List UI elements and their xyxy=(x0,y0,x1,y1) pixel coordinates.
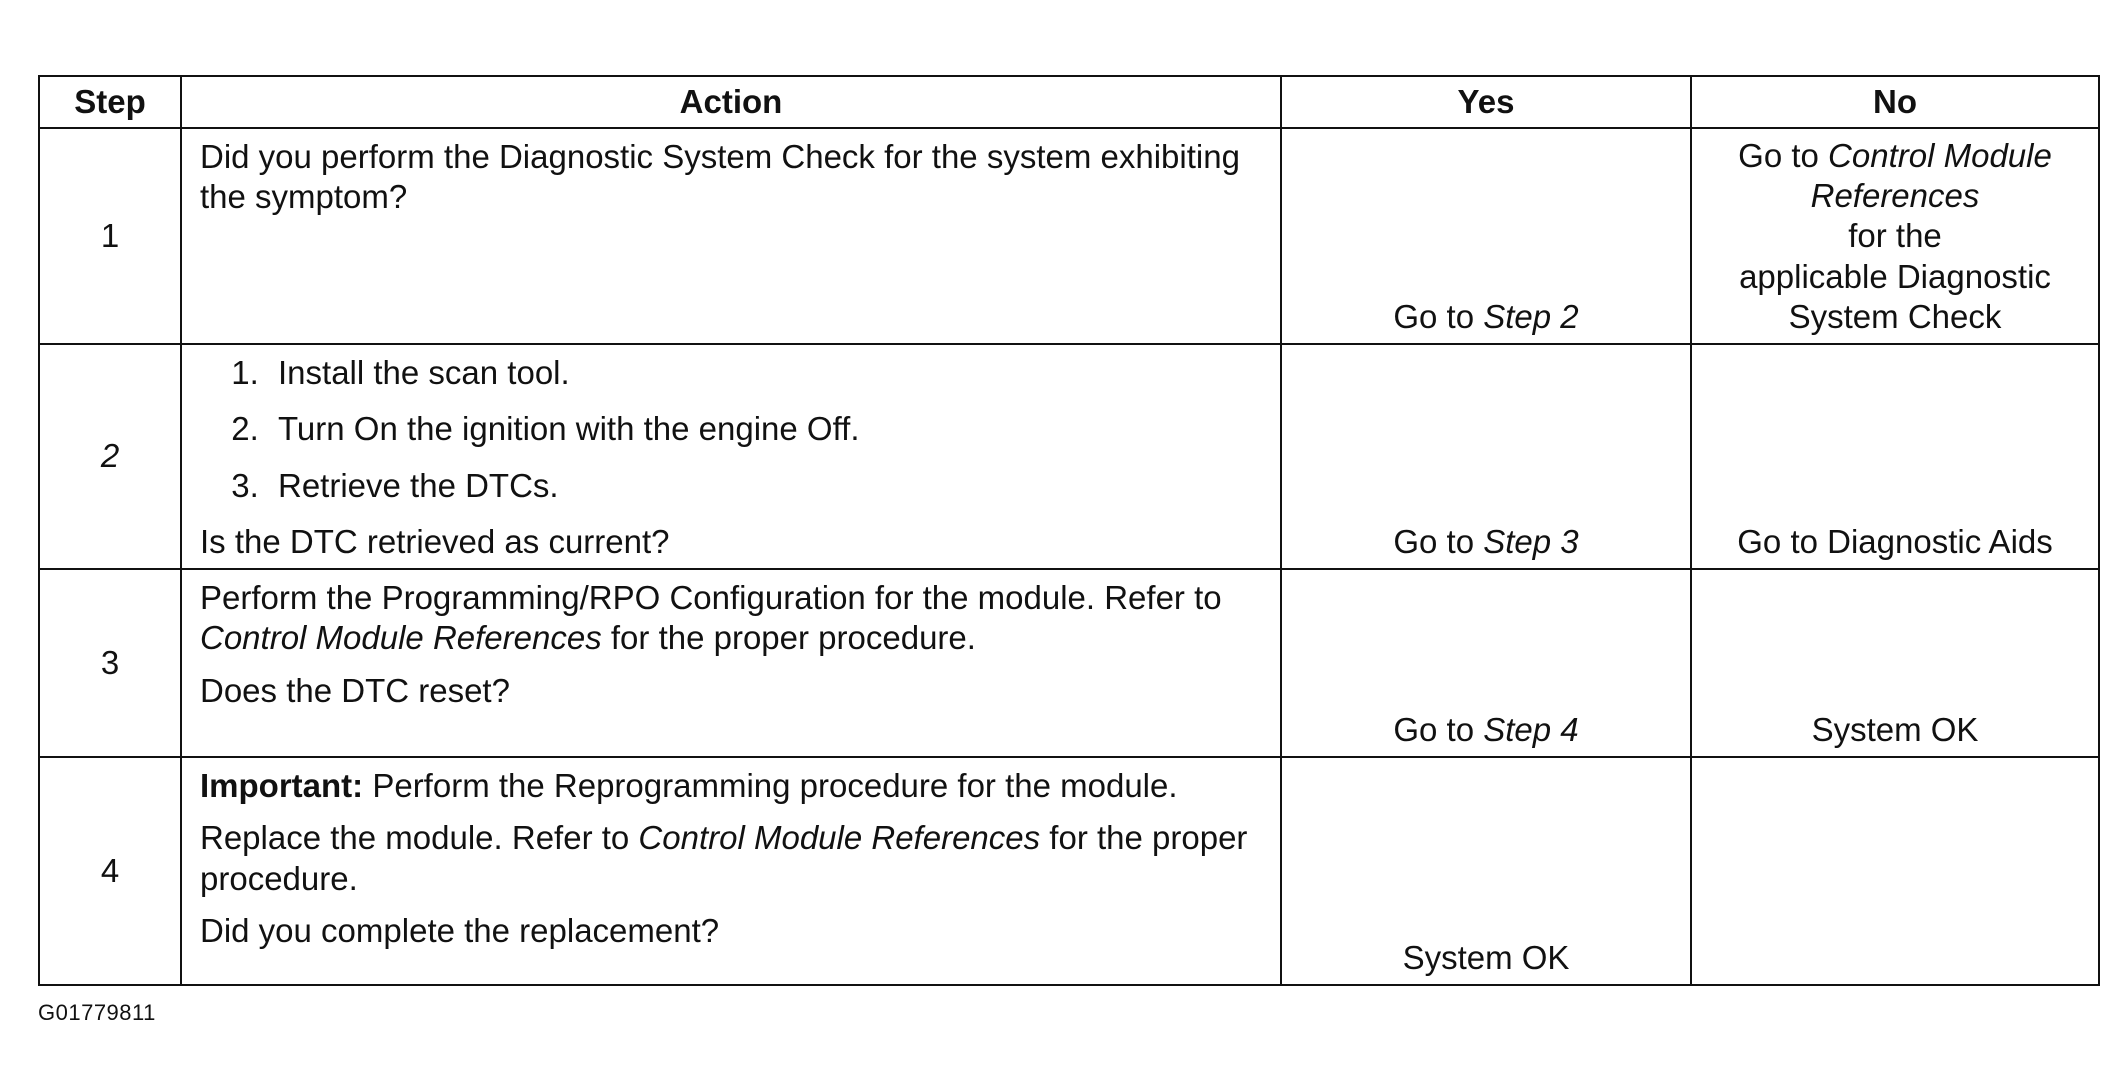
table-row xyxy=(39,344,2099,569)
no-cell xyxy=(1691,344,2099,569)
header-yes: Yes xyxy=(1281,76,1691,128)
action-step-list xyxy=(200,353,1264,506)
list-item: 3. Retrieve the DTCs. xyxy=(268,466,1264,506)
action-cell xyxy=(181,757,1281,985)
yes-cell xyxy=(1281,569,1691,757)
header-no: No xyxy=(1691,76,2099,128)
list-item: 2. Turn On the ignition with the engine Off. xyxy=(268,409,1264,449)
table-row xyxy=(39,569,2099,757)
no-suffix-1: for the xyxy=(1848,217,1942,255)
header-step: Step xyxy=(39,76,181,128)
yes-prefix: Go to xyxy=(1393,710,1484,748)
action-text: for the proper procedure. xyxy=(601,619,976,657)
no-text: Go to Diagnostic Aids xyxy=(1737,522,2053,560)
action-text: Did you perform the Diagnostic System Check for the system exhibiting the symptom? xyxy=(200,138,1240,216)
yes-cell xyxy=(1281,344,1691,569)
no-cell xyxy=(1691,757,2099,985)
action-text: Perform the Programming/RPO Configuration for the module. Refer to xyxy=(200,579,1222,616)
no-reference-link[interactable]: Control Module References xyxy=(1810,136,2052,214)
action-text: Replace the module. Refer to xyxy=(200,819,639,857)
action-question: Does the DTC reset? xyxy=(200,671,510,709)
table-row xyxy=(39,757,2099,985)
yes-prefix: Go to xyxy=(1393,297,1484,335)
step-number: 2 xyxy=(39,344,181,569)
action-reference-link[interactable]: Control Module References xyxy=(638,819,1041,857)
action-cell xyxy=(181,344,1281,569)
yes-step-link[interactable]: Step 4 xyxy=(1483,710,1579,748)
yes-text: System OK xyxy=(1402,938,1570,976)
yes-step-link[interactable]: Step 3 xyxy=(1483,522,1579,560)
no-text: System OK xyxy=(1811,710,1979,748)
figure-id: G01779811 xyxy=(38,1000,156,1025)
action-cell xyxy=(181,569,1281,757)
table-header-row xyxy=(39,76,2099,128)
step-number: 3 xyxy=(39,569,181,757)
step-number: 4 xyxy=(39,757,181,985)
yes-cell xyxy=(1281,128,1691,344)
yes-prefix: Go to xyxy=(1393,522,1484,560)
no-cell xyxy=(1691,569,2099,757)
important-text: Perform the Reprogramming procedure for the module. xyxy=(363,767,1178,804)
action-question: Did you complete the replacement? xyxy=(200,911,720,949)
header-action: Action xyxy=(181,76,1281,128)
important-note xyxy=(200,766,1264,806)
action-reference-link[interactable]: Control Module References xyxy=(200,619,602,657)
action-cell xyxy=(181,128,1281,344)
action-text: for the proper procedure. xyxy=(200,819,1248,897)
table-row xyxy=(39,128,2099,344)
important-label: Important: xyxy=(200,767,364,804)
action-paragraph xyxy=(200,578,1264,659)
no-suffix-2: applicable Diagnostic System Check xyxy=(1739,257,2051,335)
list-item: 1. Install the scan tool. xyxy=(268,353,1264,393)
step-number: 1 xyxy=(39,128,181,344)
action-paragraph xyxy=(200,818,1264,899)
yes-cell xyxy=(1281,757,1691,985)
action-question: Is the DTC retrieved as current? xyxy=(200,522,670,560)
yes-step-link[interactable]: Step 2 xyxy=(1483,297,1579,335)
no-cell xyxy=(1691,128,2099,344)
diagnostic-table xyxy=(38,75,2100,986)
no-prefix: Go to xyxy=(1738,136,1829,174)
